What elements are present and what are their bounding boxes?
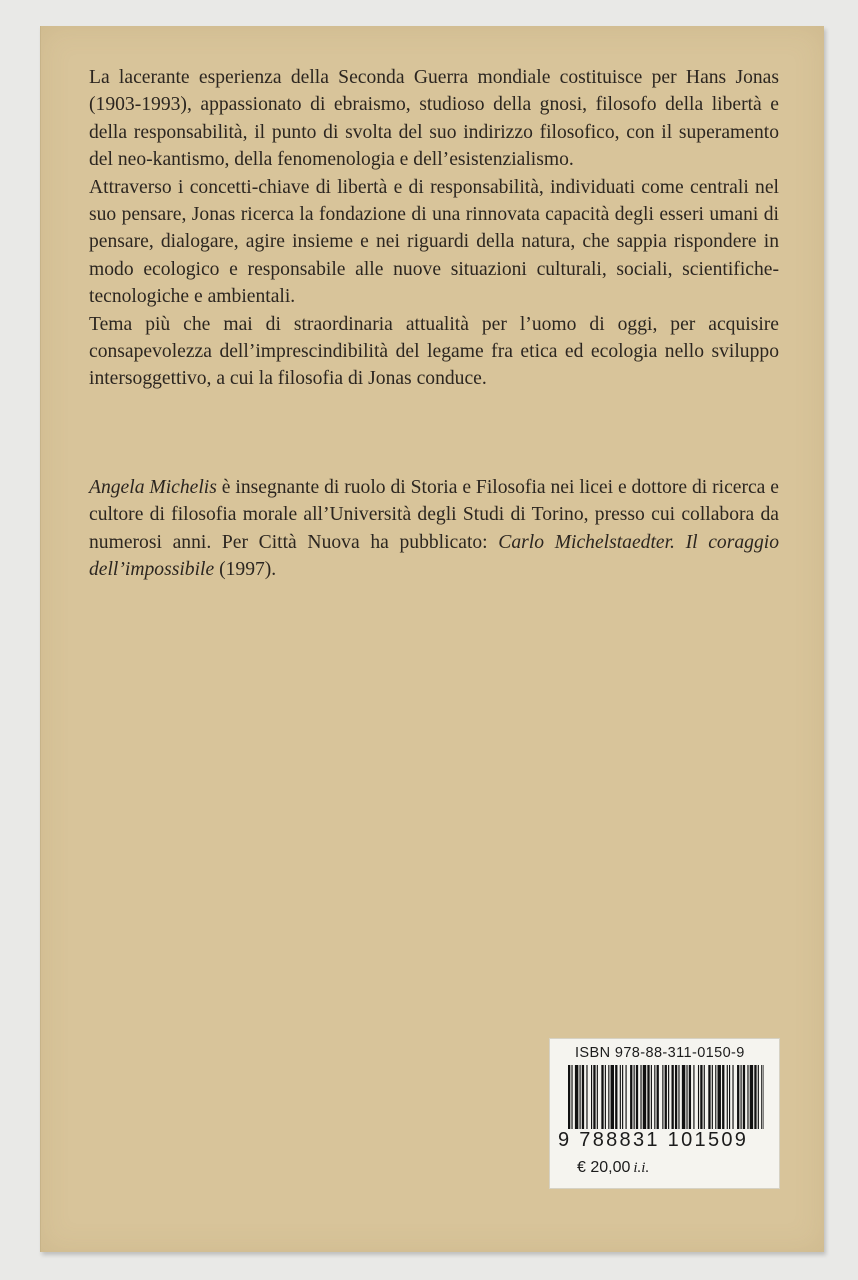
author-name: Angela Michelis — [89, 477, 217, 498]
book-back-cover — [40, 26, 824, 1252]
price-value: € 20,00 — [577, 1159, 631, 1176]
synopsis-paragraph-3: Tema più che mai di straordinaria attualità per l’uomo di oggi, per acquisire consapevolezza dell’imprescindibilità del legame fra etica ed ecologia nello sviluppo intersoggettivo, a cui la filosofia di Jonas conduce. — [89, 313, 779, 390]
price-label — [577, 1159, 649, 1177]
previous-book-title: Carlo Michelstaedter. Il coraggio dell’impossibile — [89, 531, 779, 581]
author-bio-text: è insegnante di ruolo di Storia e Filosofia nei licei e dottore di ricerca e cultore di filosofia morale all’Università degli Studi di Torino, presso cui collabora da numerosi anni. Per Città Nuova ha pubblicato: — [89, 477, 779, 553]
author-bio — [89, 474, 779, 584]
synopsis — [89, 64, 779, 393]
ean-digits: 9 788831 101509 — [558, 1129, 749, 1151]
synopsis-paragraph-2: Attraverso i concetti-chiave di libertà e di responsabilità, individuati come centrali nel suo pensare, Jonas ricerca la fondazione di una rinnovata capacità degli esseri umani di pensare, dialogare, agire insieme e nei riguardi della natura, che sappia rispondere in modo ecologico e responsabile alle nuove situazioni culturali, sociali, scientifiche-tecnologiche e ambientali. — [89, 176, 779, 308]
author-bio-year: (1997). — [214, 559, 277, 581]
barcode-bars — [568, 1065, 764, 1129]
isbn-text: ISBN 978-88-311-0150-9 — [575, 1045, 745, 1061]
barcode-label — [549, 1038, 780, 1189]
synopsis-paragraph-1: La lacerante esperienza della Seconda Guerra mondiale costituisce per Hans Jonas (1903-1993), appassionato di ebraismo, studioso della gnosi, filosofo della libertà e della responsabilità, il punto di svolta del suo indirizzo filosofico, con il superamento del neo-kantismo, della fenomenologia e dell’esistenzialismo. — [89, 67, 779, 171]
price-suffix: i.i. — [633, 1160, 650, 1176]
